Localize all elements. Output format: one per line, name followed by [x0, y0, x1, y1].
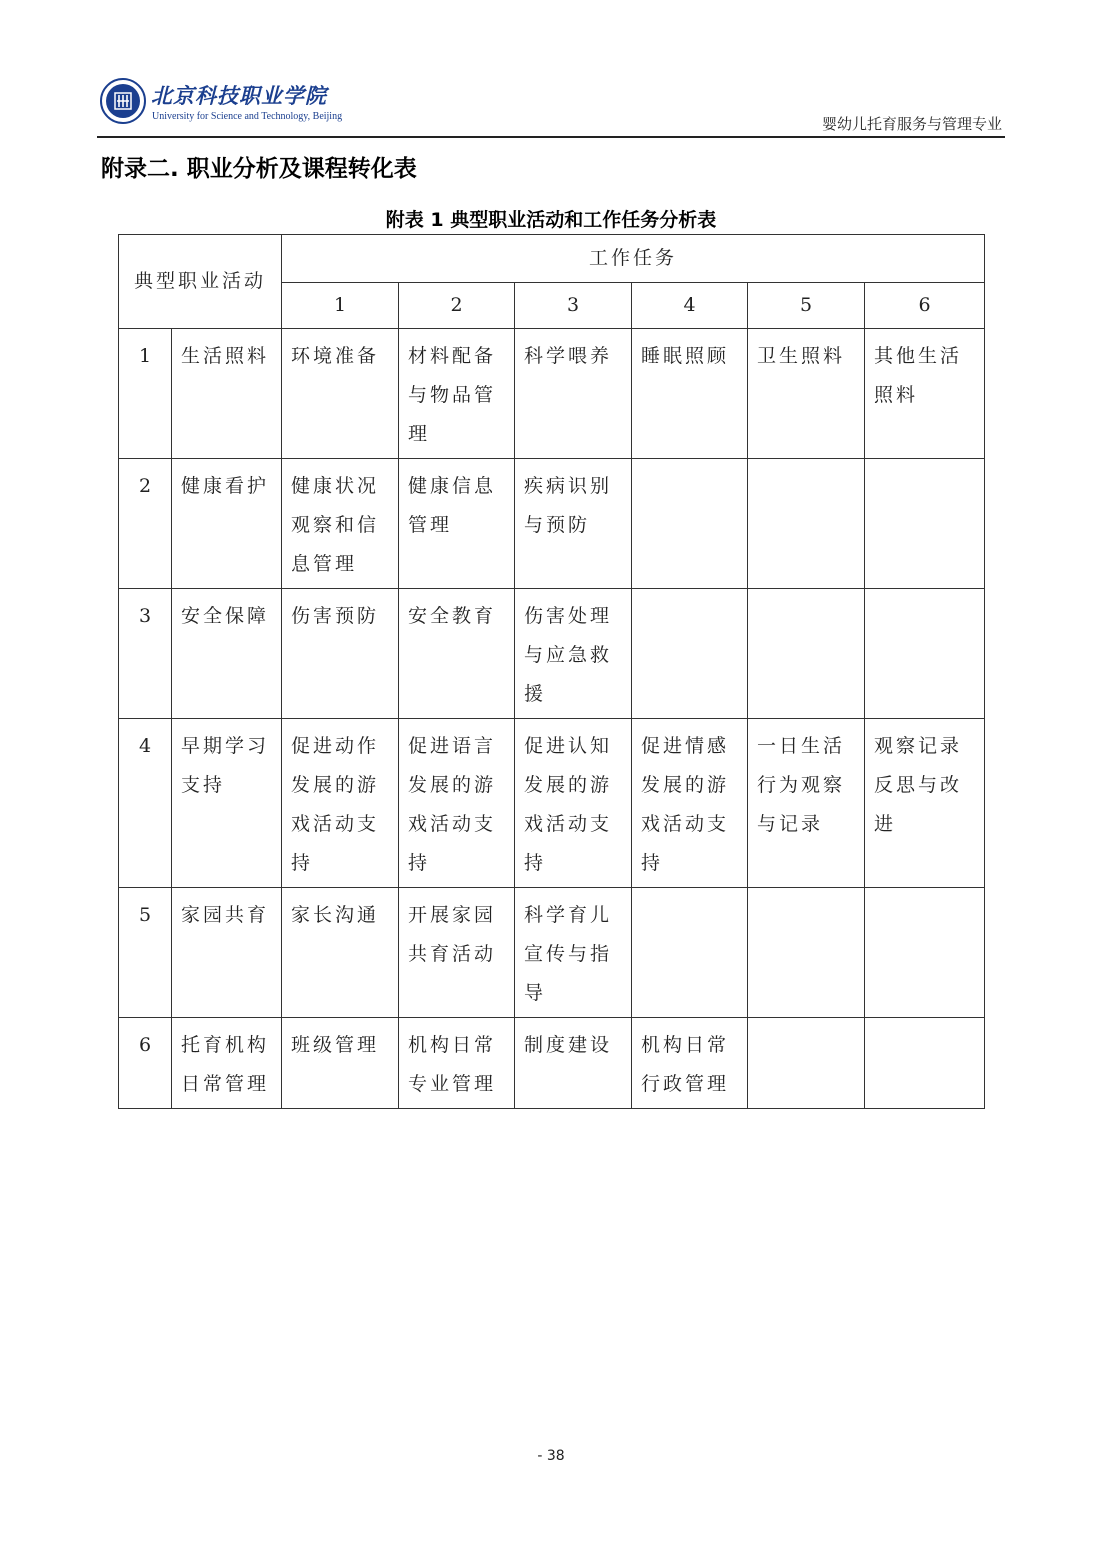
task-cell: 促进语言发展的游戏活动支持: [399, 719, 515, 888]
task-cell: 材料配备与物品管理: [399, 329, 515, 459]
task-cell: 伤害处理与应急救援: [515, 589, 632, 719]
activity-cell: 健康看护: [172, 459, 282, 589]
school-logo-icon: [100, 78, 146, 124]
task-cell: [865, 589, 985, 719]
task-cell: 健康状况观察和信息管理: [282, 459, 399, 589]
header-tasks: 工作任务: [282, 235, 985, 283]
table-header-row: [119, 235, 985, 283]
task-cell: 其他生活照料: [865, 329, 985, 459]
task-cell: 机构日常行政管理: [632, 1018, 748, 1109]
school-name-cn: 北京科技职业学院: [151, 83, 327, 108]
table-row: [119, 888, 985, 1018]
task-cell: [748, 1018, 865, 1109]
task-cell: [865, 1018, 985, 1109]
task-cell: 一日生活行为观察与记录: [748, 719, 865, 888]
task-cell: 机构日常专业管理: [399, 1018, 515, 1109]
task-column-header: 6: [865, 283, 985, 329]
page-number: - 38: [537, 1448, 565, 1464]
task-cell: [865, 459, 985, 589]
task-cell: [632, 459, 748, 589]
program-name: 婴幼儿托育服务与管理专业: [821, 115, 1002, 133]
activity-cell: 安全保障: [172, 589, 282, 719]
header-activity: 典型职业活动: [119, 235, 282, 329]
table-row: [119, 719, 985, 888]
activity-cell: 早期学习支持: [172, 719, 282, 888]
task-cell: 家长沟通: [282, 888, 399, 1018]
task-cell: 健康信息管理: [399, 459, 515, 589]
analysis-table: [118, 234, 985, 1109]
activity-cell: 生活照料: [172, 329, 282, 459]
task-column-header: 5: [748, 283, 865, 329]
task-cell: 卫生照料: [748, 329, 865, 459]
task-cell: 安全教育: [399, 589, 515, 719]
task-cell: [865, 888, 985, 1018]
activity-cell: 托育机构日常管理: [172, 1018, 282, 1109]
task-cell: 科学育儿宣传与指导: [515, 888, 632, 1018]
section-title: 附录二. 职业分析及课程转化表: [101, 156, 417, 182]
table-row: [119, 1018, 985, 1109]
task-cell: 科学喂养: [515, 329, 632, 459]
school-name-en: University for Science and Technology, Beijing: [152, 111, 343, 122]
row-number: 1: [119, 329, 172, 459]
task-cell: 开展家园共育活动: [399, 888, 515, 1018]
task-cell: 观察记录反思与改进: [865, 719, 985, 888]
task-cell: 伤害预防: [282, 589, 399, 719]
task-cell: 制度建设: [515, 1018, 632, 1109]
task-cell: 促进动作发展的游戏活动支持: [282, 719, 399, 888]
row-number: 3: [119, 589, 172, 719]
task-column-header: 4: [632, 283, 748, 329]
task-cell: [632, 589, 748, 719]
task-column-header: 3: [515, 283, 632, 329]
task-cell: 疾病识别与预防: [515, 459, 632, 589]
task-cell: 班级管理: [282, 1018, 399, 1109]
table-row: [119, 329, 985, 459]
task-cell: 睡眠照顾: [632, 329, 748, 459]
task-column-header: 1: [282, 283, 399, 329]
table-row: [119, 459, 985, 589]
page-header: [97, 76, 1005, 138]
task-cell: [748, 589, 865, 719]
row-number: 5: [119, 888, 172, 1018]
row-number: 4: [119, 719, 172, 888]
task-cell: [748, 888, 865, 1018]
task-cell: [748, 459, 865, 589]
row-number: 2: [119, 459, 172, 589]
task-cell: [632, 888, 748, 1018]
activity-cell: 家园共育: [172, 888, 282, 1018]
task-column-header: 2: [399, 283, 515, 329]
row-number: 6: [119, 1018, 172, 1109]
table-row: [119, 589, 985, 719]
task-cell: 环境准备: [282, 329, 399, 459]
task-cell: 促进情感发展的游戏活动支持: [632, 719, 748, 888]
task-cell: 促进认知发展的游戏活动支持: [515, 719, 632, 888]
table-caption: 附表 1 典型职业活动和工作任务分析表: [385, 209, 717, 231]
